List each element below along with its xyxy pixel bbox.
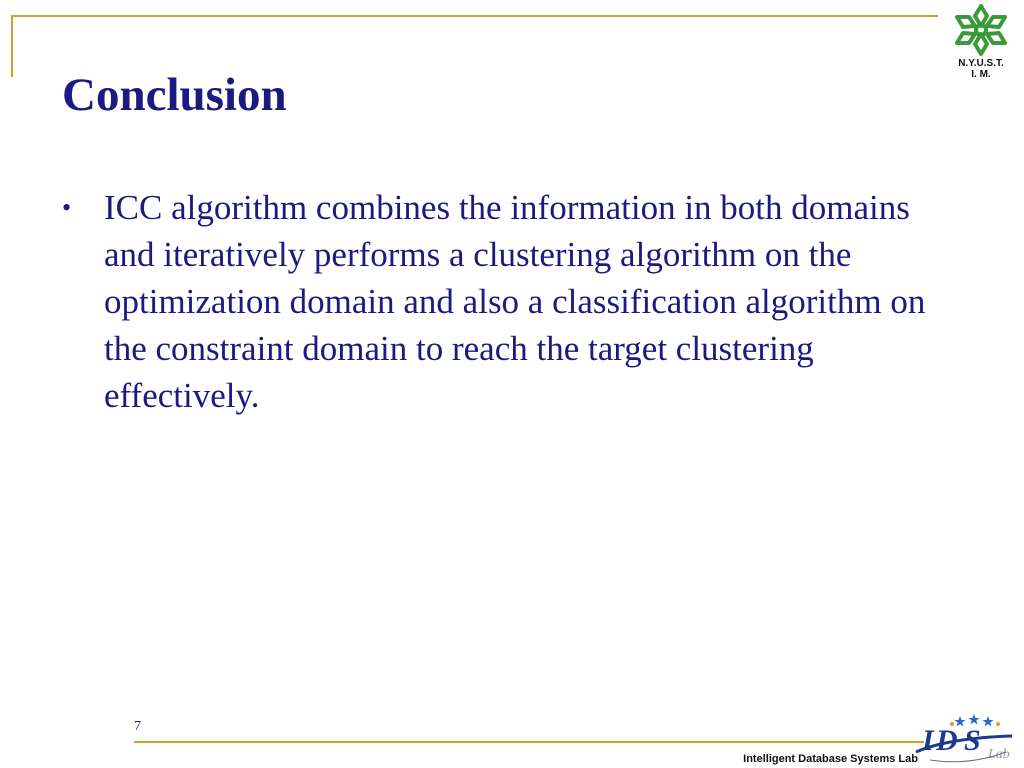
svg-text:S: S: [964, 724, 981, 757]
bullet-item: [62, 184, 942, 419]
top-border-line: [12, 15, 938, 17]
bullet-list: [62, 184, 942, 419]
svg-text:D: D: [936, 724, 958, 757]
nyust-label-line2: I. M.: [971, 69, 991, 80]
nyust-logo: [940, 2, 1022, 92]
slide-title: Conclusion: [62, 69, 287, 121]
ids-lab-logo-icon: [908, 708, 1020, 768]
page-number: 7: [134, 719, 141, 734]
svg-text:Lab: Lab: [988, 747, 1010, 762]
nyust-label-line1: N.Y.U.S.T.: [958, 58, 1004, 69]
footer-lab-name: Intelligent Database Systems Lab: [743, 753, 918, 765]
svg-text:I: I: [922, 724, 934, 757]
bullet-text: ICC algorithm combines the information in both domains and iteratively performs a clustering algorithm on the optimization domain and also a classification algorithm on the constraint domain to reach the target clustering effectively.: [104, 188, 926, 415]
bullet-marker: •: [62, 193, 72, 222]
left-border-line: [11, 15, 13, 77]
bottom-border-line: [134, 741, 924, 743]
snowflake-emblem-icon: [951, 2, 1011, 58]
